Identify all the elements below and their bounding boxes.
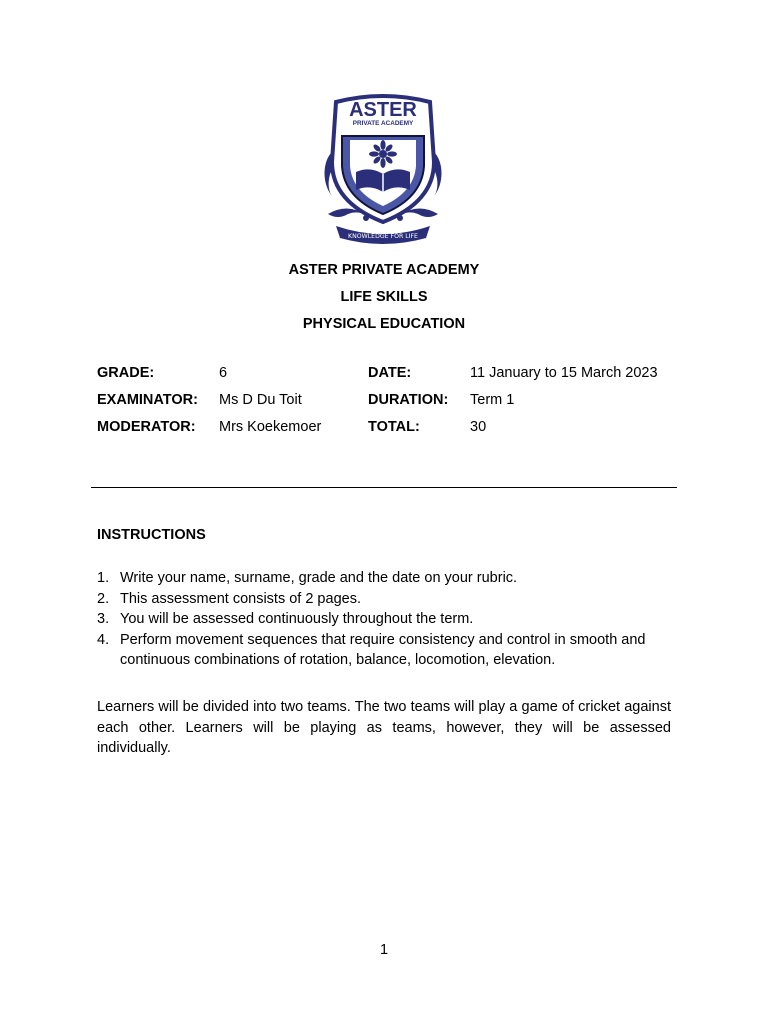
grade-label: GRADE: xyxy=(97,365,155,381)
list-item-number: 2. xyxy=(97,590,110,607)
school-crest-logo xyxy=(318,92,448,244)
total-label: TOTAL: xyxy=(368,419,420,435)
list-item-text: You will be assessed continuously throughout the term. xyxy=(120,611,474,627)
document-title-block xyxy=(0,257,768,338)
date-value: 11 January to 15 March 2023 xyxy=(470,365,658,381)
examiner-label: EXAMINATOR: xyxy=(97,392,198,408)
list-item-number: 4. xyxy=(97,631,110,648)
school-name: ASTER PRIVATE ACADEMY xyxy=(288,262,480,278)
body-paragraph: Learners will be divided into two teams. The two teams will play a game of cricket against each other. Learners will be playing as teams, however, they will be assessed individually. xyxy=(97,699,671,756)
details-row-grade xyxy=(97,362,697,389)
moderator-value: Mrs Koekemoer xyxy=(219,419,322,435)
crest-subtitle: PRIVATE ACADEMY xyxy=(352,120,414,127)
list-item-text: Perform movement sequences that require consistency and control in smooth and continuous combinations of rotation, balance, locomotion, elevation. xyxy=(120,631,646,668)
page-number: 1 xyxy=(379,942,389,958)
horizontal-divider xyxy=(91,487,677,488)
grade-value: 6 xyxy=(219,365,228,381)
list-item-text: This assessment consists of 2 pages. xyxy=(120,590,361,607)
moderator-label: MODERATOR: xyxy=(97,419,196,435)
list-item xyxy=(97,568,677,589)
crest-motto: KNOWLEDGE FOR LIFE xyxy=(348,233,418,240)
duration-label: DURATION: xyxy=(368,392,449,408)
instructions-heading: INSTRUCTIONS xyxy=(97,527,206,543)
exam-details xyxy=(97,362,697,443)
subject-title: LIFE SKILLS xyxy=(340,289,428,305)
list-item xyxy=(97,630,677,671)
date-label: DATE: xyxy=(368,365,412,381)
list-item-text: Write your name, surname, grade and the date on your rubric. xyxy=(120,570,518,586)
list-item xyxy=(97,609,677,630)
total-value: 30 xyxy=(470,419,487,435)
examiner-value: Ms D Du Toit xyxy=(219,392,302,408)
instructions-list xyxy=(97,568,677,671)
details-row-examiner xyxy=(97,389,697,416)
list-item-number: 3. xyxy=(97,611,110,627)
topic-title: PHYSICAL EDUCATION xyxy=(302,316,466,332)
list-item-number: 1. xyxy=(97,570,110,586)
duration-value: Term 1 xyxy=(470,392,515,408)
list-item xyxy=(97,589,677,610)
details-row-moderator xyxy=(97,416,697,443)
crest-name: ASTER xyxy=(349,99,417,121)
